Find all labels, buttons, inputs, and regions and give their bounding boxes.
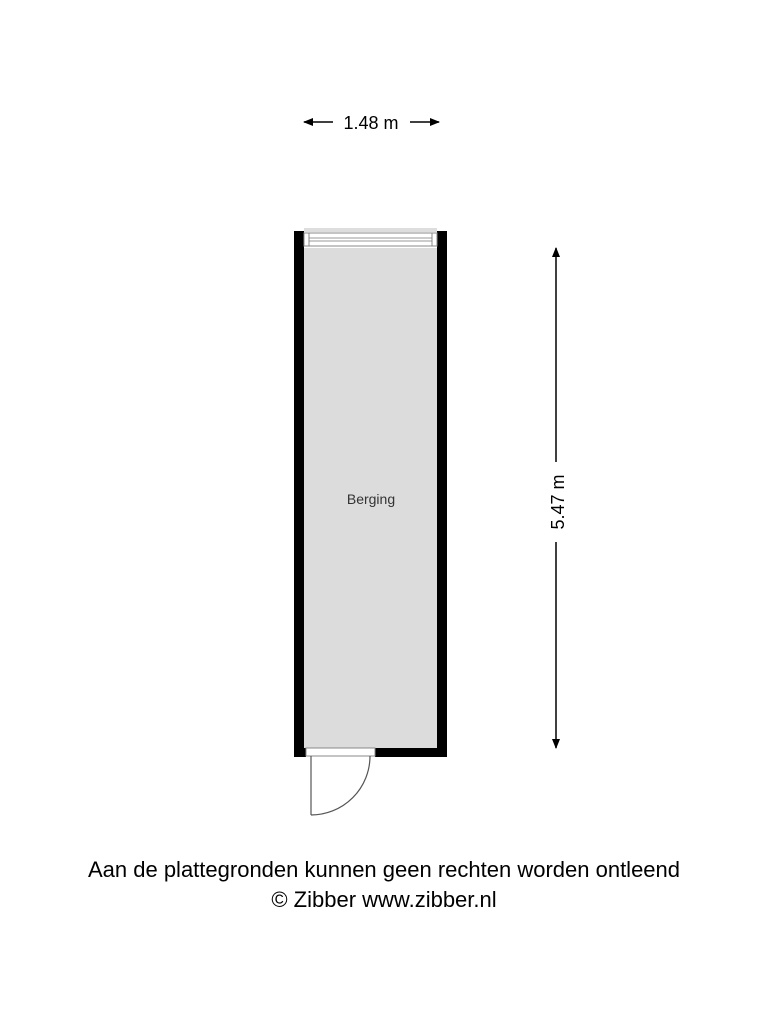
- wall-right: [437, 231, 447, 757]
- room-label: Berging: [346, 491, 396, 507]
- height-dimension: [548, 248, 568, 748]
- wall-bottom-right: [375, 748, 447, 757]
- door-swing-arc: [311, 756, 370, 815]
- window-top: [304, 228, 437, 246]
- copyright-text: © Zibber www.zibber.nl: [271, 887, 497, 912]
- wall-bottom-left: [294, 748, 306, 757]
- height-label: 5.47 m: [548, 474, 568, 530]
- wall-left: [294, 231, 304, 757]
- window-jamb-right: [432, 233, 437, 246]
- door-threshold: [306, 748, 375, 756]
- window-sill-shadow: [304, 228, 437, 232]
- door: [306, 748, 375, 815]
- width-label: 1.48 m: [343, 113, 399, 133]
- window-frame: [304, 233, 437, 246]
- disclaimer-text: Aan de plattegronden kunnen geen rechten worden ontleend: [87, 857, 681, 882]
- width-dimension: [304, 113, 439, 133]
- window-jamb-left: [304, 233, 309, 246]
